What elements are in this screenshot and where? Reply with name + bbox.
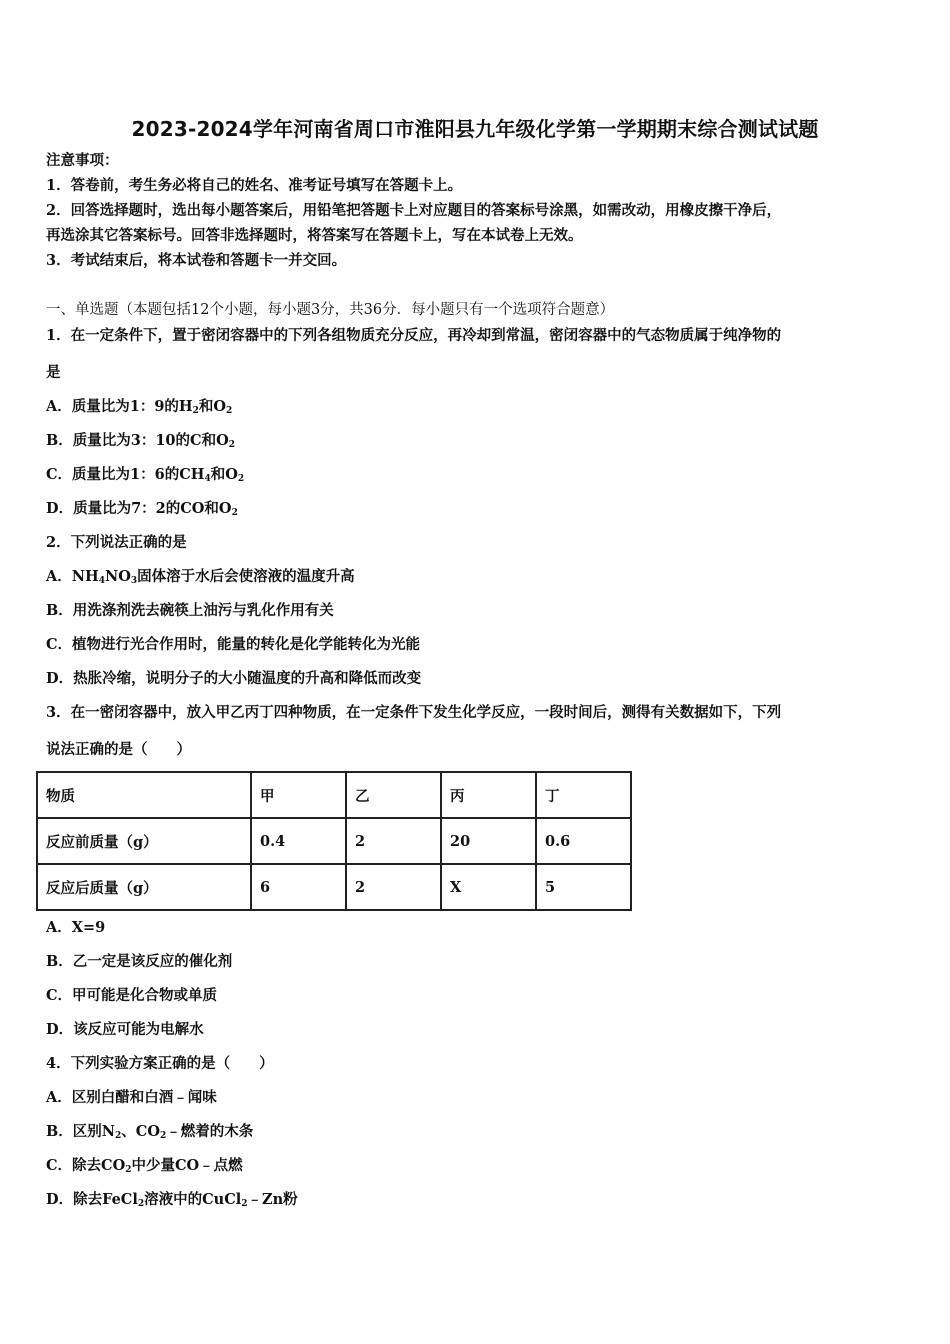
q2-option-b: B．用洗涤剂洗去碗筷上油污与乳化作用有关 xyxy=(46,602,334,619)
notice-item-1: 1．答卷前，考生务必将自己的姓名、准考证号填写在答题卡上。 xyxy=(46,177,463,194)
table-cell: 6 xyxy=(251,864,346,910)
table-cell: 5 xyxy=(536,864,631,910)
table-cell: 物质 xyxy=(37,772,251,818)
q4-option-d: D．除去FeCl$_2$溶液中的CuCl$_2$﹣Zn粉 xyxy=(46,1191,298,1209)
q1-option-b: B．质量比为3：10的C和$O_2$ xyxy=(46,432,235,450)
q2-option-a: A．$NH_4NO_3$固体溶于水后会使溶液的温度升高 xyxy=(46,568,355,586)
table-row xyxy=(37,864,631,910)
mass-table xyxy=(36,771,632,911)
q4-option-b: B．区别$N_2$、$CO_2﹣$燃着的木条 xyxy=(46,1123,254,1141)
page-title: 2023-2024学年河南省周口市淮阳县九年级化学第一学期期末综合测试试题 xyxy=(131,117,819,141)
table-cell: 丁 xyxy=(536,772,631,818)
q3-stem-cont: 说法正确的是（ ） xyxy=(46,741,191,758)
q2-stem: 2．下列说法正确的是 xyxy=(46,534,187,551)
notice-item-2-cont: 再选涂其它答案标号。回答非选择题时，将答案写在答题卡上，写在本试卷上无效。 xyxy=(46,227,583,244)
table-header-row xyxy=(37,772,631,818)
notice-item-2: 2．回答选择题时，选出每小题答案后，用铅笔把答题卡上对应题目的答案标号涂黑，如需改动，用橡皮擦干净后， xyxy=(46,202,782,219)
notice-heading: 注意事项： xyxy=(46,152,119,169)
q3-option-c: C．甲可能是化合物或单质 xyxy=(46,987,218,1004)
table-cell: X xyxy=(441,864,536,910)
table-cell: 2 xyxy=(346,864,441,910)
table-cell: 甲 xyxy=(251,772,346,818)
table-cell: 20 xyxy=(441,818,536,864)
table-cell: 2 xyxy=(346,818,441,864)
q2-option-d: D．热胀冷缩，说明分子的大小随温度的升高和降低而改变 xyxy=(46,670,422,687)
section-heading: 一、单选题（本题包括12个小题，每小题3分，共36分．每小题只有一个选项符合题意） xyxy=(46,302,615,318)
q3-stem: 3．在一密闭容器中，放入甲乙丙丁四种物质，在一定条件下发生化学反应，一段时间后，测得有关数据如下，下列 xyxy=(46,704,782,721)
q4-option-c: C．除去$CO_2$中少量CO﹣点燃 xyxy=(46,1157,243,1175)
q2-option-c: C．植物进行光合作用时，能量的转化是化学能转化为光能 xyxy=(46,636,421,653)
q4-option-a: A．区别白醋和白酒﹣闻味 xyxy=(46,1089,217,1106)
q3-option-b: B．乙一定是该反应的催化剂 xyxy=(46,953,233,970)
table-cell: 反应后质量（g） xyxy=(37,864,251,910)
table-cell: 反应前质量（g） xyxy=(37,818,251,864)
q3-option-d: D．该反应可能为电解水 xyxy=(46,1021,204,1038)
q3-option-a: A．X=9 xyxy=(46,919,106,936)
table-cell: 丙 xyxy=(441,772,536,818)
notice-item-3: 3．考试结束后，将本试卷和答题卡一并交回。 xyxy=(46,252,347,269)
q1-option-a: A．质量比为1：9的$H_2$和$O_2$ xyxy=(46,398,233,416)
q1-stem: 1．在一定条件下，置于密闭容器中的下列各组物质充分反应，再冷却到常温，密闭容器中的气态物质属于纯净物的 xyxy=(46,327,782,344)
q1-option-d: D．质量比为7：2的CO和$O_2$ xyxy=(46,500,238,518)
table-cell: 0.6 xyxy=(536,818,631,864)
table-cell: 乙 xyxy=(346,772,441,818)
table-row xyxy=(37,818,631,864)
table-cell: 0.4 xyxy=(251,818,346,864)
q4-stem: 4．下列实验方案正确的是（ ） xyxy=(46,1055,274,1072)
q1-stem-cont: 是 xyxy=(46,364,61,381)
q1-option-c: C．质量比为1：6的$CH_4$和$O_2$ xyxy=(46,466,245,484)
